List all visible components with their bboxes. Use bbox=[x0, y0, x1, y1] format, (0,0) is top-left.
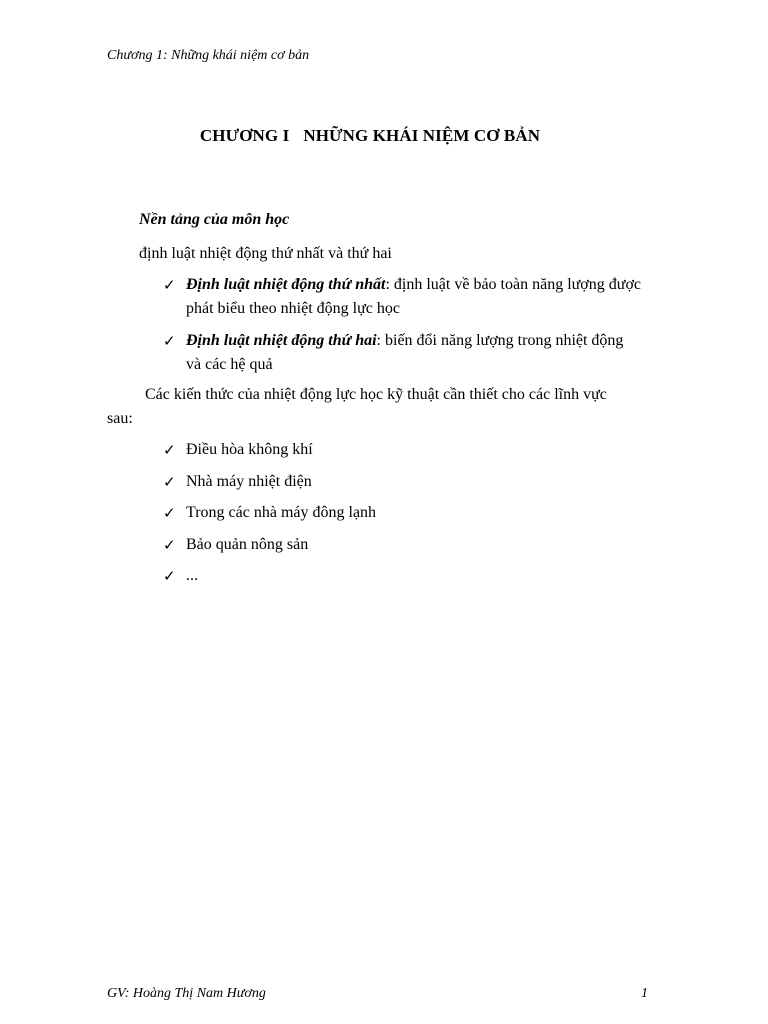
check-icon: ✓ bbox=[163, 473, 176, 491]
check-icon: ✓ bbox=[163, 567, 176, 585]
law-2-line-2: và các hệ quả bbox=[186, 356, 273, 373]
chapter-name: NHỮNG KHÁI NIỆM CƠ BẢN bbox=[303, 126, 541, 145]
law-1-line-1 bbox=[186, 274, 641, 296]
law-1-term: Định luật nhiệt động thứ nhất bbox=[186, 276, 386, 293]
page-number: 1 bbox=[641, 986, 648, 1001]
list-item: Nhà máy nhiệt điện bbox=[186, 473, 312, 490]
chapter-number: CHƯƠNG I bbox=[199, 126, 290, 145]
law-2-line-1 bbox=[186, 330, 623, 352]
footer-author: GV: Hoàng Thị Nam Hương bbox=[107, 986, 266, 1001]
list-item: ... bbox=[186, 567, 198, 584]
check-icon: ✓ bbox=[163, 441, 176, 459]
list-item: Bảo quản nông sản bbox=[186, 536, 309, 553]
law-2-term: Định luật nhiệt động thứ hai bbox=[186, 332, 377, 349]
law-1-line-2: phát biểu theo nhiệt động lực học bbox=[186, 300, 400, 317]
running-header: Chương 1: Những khái niệm cơ bản bbox=[107, 48, 310, 63]
check-icon: ✓ bbox=[163, 536, 176, 554]
check-icon: ✓ bbox=[163, 504, 176, 522]
chapter-title bbox=[0, 126, 740, 146]
list-item: Trong các nhà máy đông lạnh bbox=[186, 504, 377, 521]
check-icon: ✓ bbox=[163, 332, 176, 350]
list-item: Điều hòa không khí bbox=[186, 441, 313, 458]
paragraph-line-1: Các kiến thức của nhiệt động lực học kỹ thuật cần thiết cho các lĩnh vực bbox=[145, 386, 607, 403]
law-2-desc: : biến đổi năng lượng trong nhiệt động bbox=[376, 332, 624, 349]
section-heading: Nền tảng của môn học bbox=[139, 211, 290, 228]
paragraph-line-2: sau: bbox=[107, 410, 133, 427]
law-1-desc: : định luật về bảo toàn năng lượng được bbox=[385, 276, 641, 293]
intro-line: định luật nhiệt động thứ nhất và thứ hai bbox=[139, 245, 392, 262]
check-icon: ✓ bbox=[163, 276, 176, 294]
